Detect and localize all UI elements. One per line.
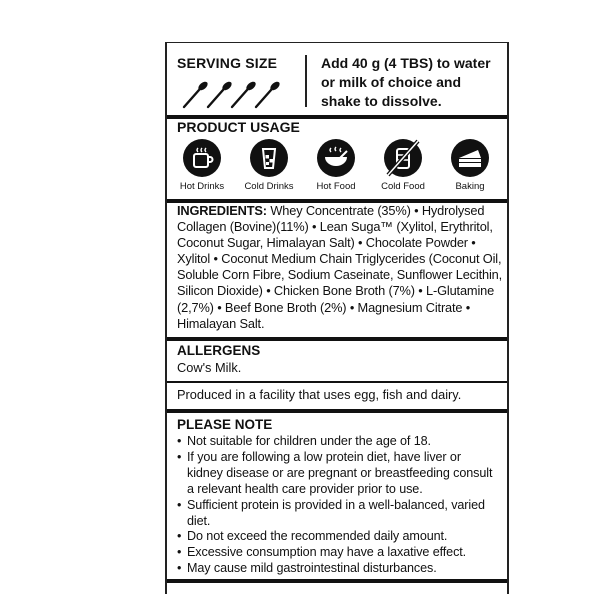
usage-item-baking [439,139,501,195]
please-note-title: PLEASE NOTE [177,417,273,432]
usage-label: Hot Drinks [179,181,225,192]
usage-icons-row [171,139,501,195]
usage-item-cold-drinks [238,139,300,195]
serving-size-title: SERVING SIZE [177,55,278,71]
please-note-list [177,434,497,577]
usage-item-hot-drinks [171,139,233,195]
list-item: • Do not exceed the recommended daily amount. [177,529,497,545]
hot-drink-icon [183,139,221,177]
cold-food-icon [384,139,422,177]
usage-item-cold-food [372,139,434,195]
list-item: • If you are following a low protein diet, have liver or kidney disease or are pregnant or breastfeeding consult a relevant health care provider prior to use. [177,450,497,498]
list-item: • Sufficient protein is provided in a well-balanced, varied diet. [177,498,497,530]
section-divider [167,579,507,583]
list-item: • Not suitable for children under the age of 18. [177,434,497,450]
list-item: • Excessive consumption may have a laxative effect. [177,545,497,561]
section-divider [167,409,507,413]
spoon-icon [184,80,209,107]
product-label [165,42,509,594]
usage-label: Cold Food [381,181,425,192]
list-item: • May cause mild gastrointestinal disturbances. [177,561,497,577]
usage-label: Baking [455,181,485,192]
spoon-icon [256,80,281,107]
spoon-icon [232,80,257,107]
ingredients-title: INGREDIENTS: [177,203,267,218]
baking-icon [451,139,489,177]
usage-item-hot-food [305,139,367,195]
allergens-text: Cow's Milk. [177,360,242,375]
product-usage-title: PRODUCT USAGE [177,119,300,135]
cold-drink-icon [250,139,288,177]
allergens-title: ALLERGENS [177,343,261,358]
hot-food-icon [317,139,355,177]
usage-label: Hot Food [316,181,356,192]
ingredients-text: Whey Concentrate (35%) • Hydrolysed Collagen (Bovine)(11%) • Lean Suga™ (Xylitol, Erythritol, Coconut Sugar, Himalayan Salt) • Chocolate Powder • Xylitol • Coconut Medium Chain Triglycerides (Coconut Oil, Soluble Corn Fibre, Sodium Caseinate, Sunflower Lecithin, Silicon Dioxide) • Chicken Bone Broth (7%) • L-Glutamine (2,7%) • Beef Bone Broth (2%) • Magnesium Citrate • Himalayan Salt. [177,203,503,331]
spoons-icon [181,73,291,111]
usage-label: Cold Drinks [244,181,294,192]
serving-instructions: Add 40 g (4 TBS) to water or milk of choice and shake to dissolve. [321,55,491,109]
cross-out-icon [380,135,426,181]
section-divider [167,381,507,383]
section-divider [167,337,507,341]
serving-divider [305,55,307,107]
facility-statement: Produced in a facility that uses egg, fish and dairy. [177,387,462,402]
spoon-icon [208,80,233,107]
ingredients-block [177,203,507,332]
